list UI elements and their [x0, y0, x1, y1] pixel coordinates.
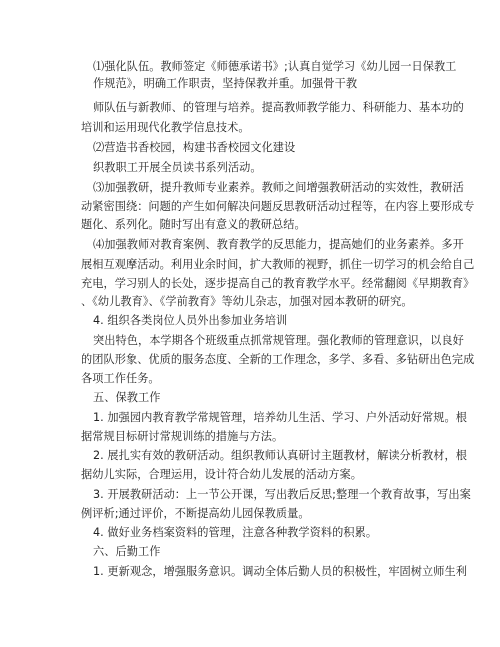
text-line: 例评析;通过评价，不断提高幼儿园保教质量。 — [81, 507, 310, 520]
text-line: 1. 更新观念，增强服务意识。调动全体后勤人员的积极性，牢固树立师生利 — [93, 565, 467, 578]
text-line: ⑴强化队伍。教师签定《师德承诺书》;认真自觉学习《幼儿园一日保教工 — [93, 60, 457, 73]
text-line: 展相互观摩活动。利用业余时间，扩大教师的视野，抓住一切学习的机会给自己 — [81, 258, 475, 271]
text-line: 培训和运用现代化教学信息技术。 — [81, 121, 250, 134]
text-line: 师队伍与新教师、的管理与培养。提高教师教学能力、科研能力、基本功的 — [93, 101, 464, 114]
text-line: 的团队形象、优质的服务态度、全新的工作理念，多学、多看、多钻研出色完成 — [81, 353, 475, 366]
text-line: ⑷加强教师对教育案例、教育教学的反思能力，提高她们的业务素养。多开 — [93, 238, 464, 251]
text-line: 4. 做好业务档案资料的管理，注意各种教学资料的积累。 — [93, 526, 378, 539]
text-line: 织教职工开展全员读书系列活动。 — [93, 161, 262, 174]
text-line: 4. 组织各类岗位人员外出参加业务培训 — [93, 314, 288, 327]
section-heading: 六、后勤工作 — [93, 545, 161, 558]
text-line: 动紧密围绕：问题的产生如何解决问题反思教研活动过程等，在内容上要形成专 — [81, 200, 475, 213]
text-line: 各项工作任务。 — [81, 372, 160, 385]
text-line: ⑵营造书香校园，构建书香校园文化建设 — [93, 141, 296, 154]
text-line: 、《幼儿教育》、《学前教育》等幼儿杂志，加强对园本教研的研究。 — [81, 295, 413, 308]
text-line: 据幼儿实际，合理运用，设计符合幼儿发展的活动方案。 — [81, 468, 362, 481]
text-line: 2. 展扎实有效的教研活动。组织教师认真研讨主题教材，解读分析教材，根 — [93, 449, 467, 462]
text-line: 题化、系列化。随时写出有意义的教研总结。 — [81, 218, 306, 231]
text-line: ⑶加强教研，提升教师专业素养。教师之间增强教研活动的实效性，教研活 — [93, 181, 464, 194]
text-line: 1. 加强园内教育教学常规管理，培养幼儿生活、学习、户外活动好常规。根 — [93, 411, 467, 424]
text-line: 充电，学习别人的长处，逐步提高自己的教育教学水平。经常翻阅《早期教育》 — [81, 277, 475, 290]
text-line: 作规范》，明确工作职责，坚持保教并重。加强骨干教 — [93, 77, 358, 90]
text-line: 3. 开展教研活动：上一节公开课，写出教后反思;整理一个教育故事，写出案 — [93, 488, 471, 501]
text-line: 突出特色，本学期各个班级重点抓常规管理。强化教师的管理意识，以良好 — [93, 334, 464, 347]
text-line: 据常规目标研讨常规训练的措施与方法。 — [81, 430, 284, 443]
section-heading: 五、保教工作 — [93, 391, 161, 404]
